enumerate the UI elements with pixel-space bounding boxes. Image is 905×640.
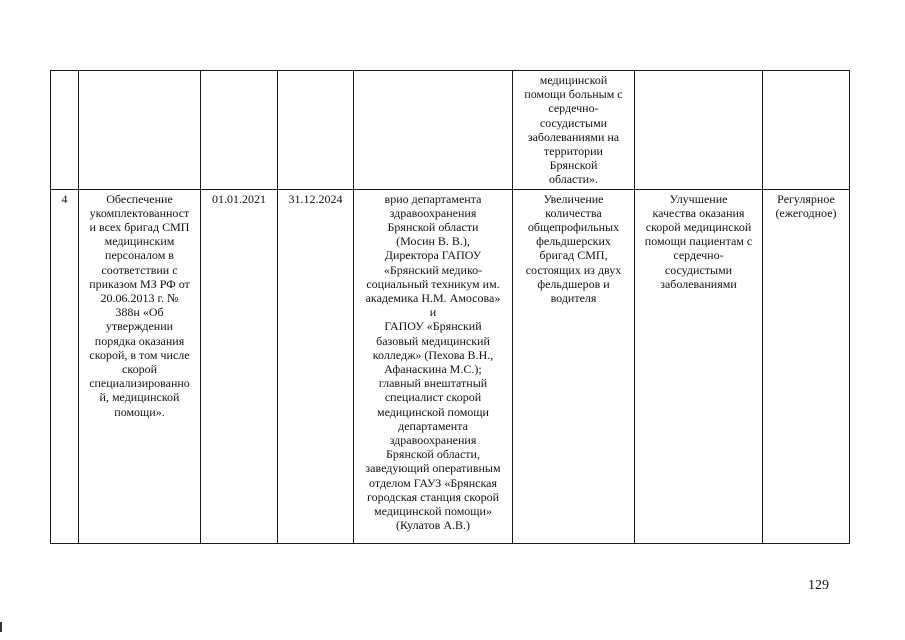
cell-end-date xyxy=(278,71,354,190)
cell-indicator: Улучшение качества оказания скорой медицинской помощи пациентам с сердечно- сосудистыми заболеваниями xyxy=(635,189,763,543)
cell-result: медицинской помощи больным с сердечно- сосудистыми заболеваниями на территории Брянской области». xyxy=(513,71,635,190)
cell-end-date: 31.12.2024 xyxy=(278,189,354,543)
cell-start-date xyxy=(201,71,278,190)
cell-indicator xyxy=(635,71,763,190)
cell-start-date: 01.01.2021 xyxy=(201,189,278,543)
cell-result: Увеличение количества общепрофильных фельдшерских бригад СМП, состоящих из двух фельдшеров и водителя xyxy=(513,189,635,543)
cell-number: 4 xyxy=(51,189,79,543)
cell-number xyxy=(51,71,79,190)
action-plan-table xyxy=(50,70,850,544)
cell-character xyxy=(763,71,850,190)
cell-task: Обеспечение укомплектованност и всех бригад СМП медицинским персоналом в соответствии с приказом МЗ РФ от 20.06.2013 г. № 388н «Об утверждении порядка оказания скорой, в том числе скорой специализированно й, медицинской помощи». xyxy=(79,189,201,543)
scan-edge-mark xyxy=(0,622,2,632)
cell-character: Регулярное (ежегодное) xyxy=(763,189,850,543)
cell-task xyxy=(79,71,201,190)
table-row-continued xyxy=(51,71,850,190)
page-number: 129 xyxy=(808,578,829,593)
cell-responsible xyxy=(354,71,513,190)
table-row-4 xyxy=(51,189,850,543)
cell-responsible: врио департамента здравоохранения Брянской области (Мосин В. В.), Директора ГАПОУ «Брянский медико- социальный техникум им. академика Н.М. Амосова» и ГАПОУ «Брянский базовый медицинский колледж» (Пехова В.Н., Афанаскина М.С.); главный внештатный специалист скорой медицинской помощи департамента здравоохранения Брянской области, заведующий оперативным отделом ГАУЗ «Брянская городская станция скорой медицинской помощи» (Кулатов А.В.) xyxy=(354,189,513,543)
